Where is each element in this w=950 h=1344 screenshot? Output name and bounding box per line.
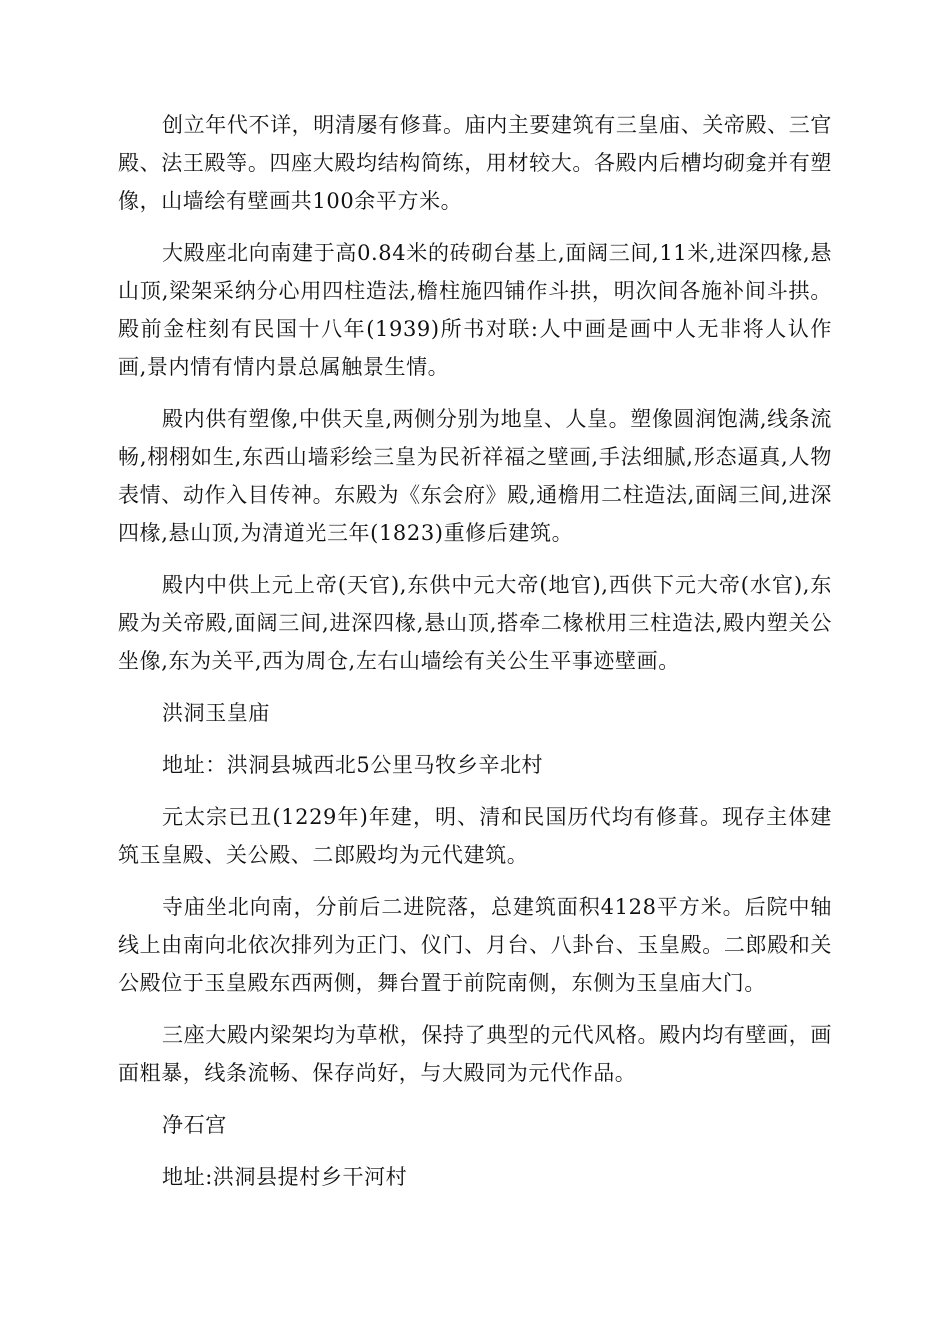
paragraph-sanhuang-intro: 创立年代不详，明清屡有修葺。庙内主要建筑有三皇庙、关帝殿、三官殿、法王殿等。四座大殿均结构简练，用材较大。各殿内后槽均砌龛并有塑像，山墙绘有壁画共100余平方米。 bbox=[118, 113, 832, 213]
paragraph-yuhuang-layout: 寺庙坐北向南，分前后二进院落，总建筑面积4128平方米。后院中轴线上由南向北依次排列为正门、仪门、月台、八卦台、玉皇殿。二郎殿和关公殿位于玉皇殿东西两侧，舞台置于前院南侧，东侧为玉皇庙大门。 bbox=[118, 895, 832, 995]
document-page bbox=[118, 106, 832, 1210]
section-heading-jingshi-palace: 净石宫 bbox=[162, 1113, 227, 1137]
paragraph-yuhuang-history: 元太宗已丑(1229年)年建，明、清和民国历代均有修葺。现存主体建筑玉皇殿、关公殿、二郎殿均为元代建筑。 bbox=[118, 805, 832, 867]
paragraph-main-hall: 大殿座北向南建于高0.84米的砖砌台基上,面阔三间,11米,进深四椽,悬山顶,梁架采纳分心用四柱造法,檐柱施四铺作斗拱，明次间各施补间斗拱。殿前金柱刻有民国十八年(1939)所书对联:人中画是画中人无非将人认作画,景内情有情内景总属触景生情。 bbox=[118, 241, 832, 379]
address-yuhuang-temple: 地址：洪洞县城西北5公里马牧乡辛北村 bbox=[162, 753, 544, 777]
paragraph-yuhuang-murals: 三座大殿内梁架均为草栿，保持了典型的元代风格。殿内均有壁画，画面粗暴，线条流畅、保存尚好，与大殿同为元代作品。 bbox=[118, 1023, 832, 1085]
address-jingshi-palace: 地址:洪洞县提村乡干河村 bbox=[162, 1165, 408, 1189]
section-heading-yuhuang-temple: 洪洞玉皇庙 bbox=[162, 701, 270, 725]
paragraph-statues: 殿内供有塑像,中供天皇,两侧分别为地皇、人皇。塑像圆润饱满,线条流畅,栩栩如生,东西山墙彩绘三皇为民祈祥福之壁画,手法细腻,形态逼真,人物表情、动作入目传神。东殿为《东会府》殿,通檐用二柱造法,面阔三间,进深四椽,悬山顶,为清道光三年(1823)重修后建筑。 bbox=[118, 407, 832, 545]
paragraph-guandi-hall: 殿内中供上元上帝(天官),东供中元大帝(地官),西供下元大帝(水官),东殿为关帝殿,面阔三间,进深四椽,悬山顶,搭牵二椽栿用三柱造法,殿内塑关公坐像,东为关平,西为周仓,左右山墙绘有关公生平事迹壁画。 bbox=[118, 573, 832, 673]
